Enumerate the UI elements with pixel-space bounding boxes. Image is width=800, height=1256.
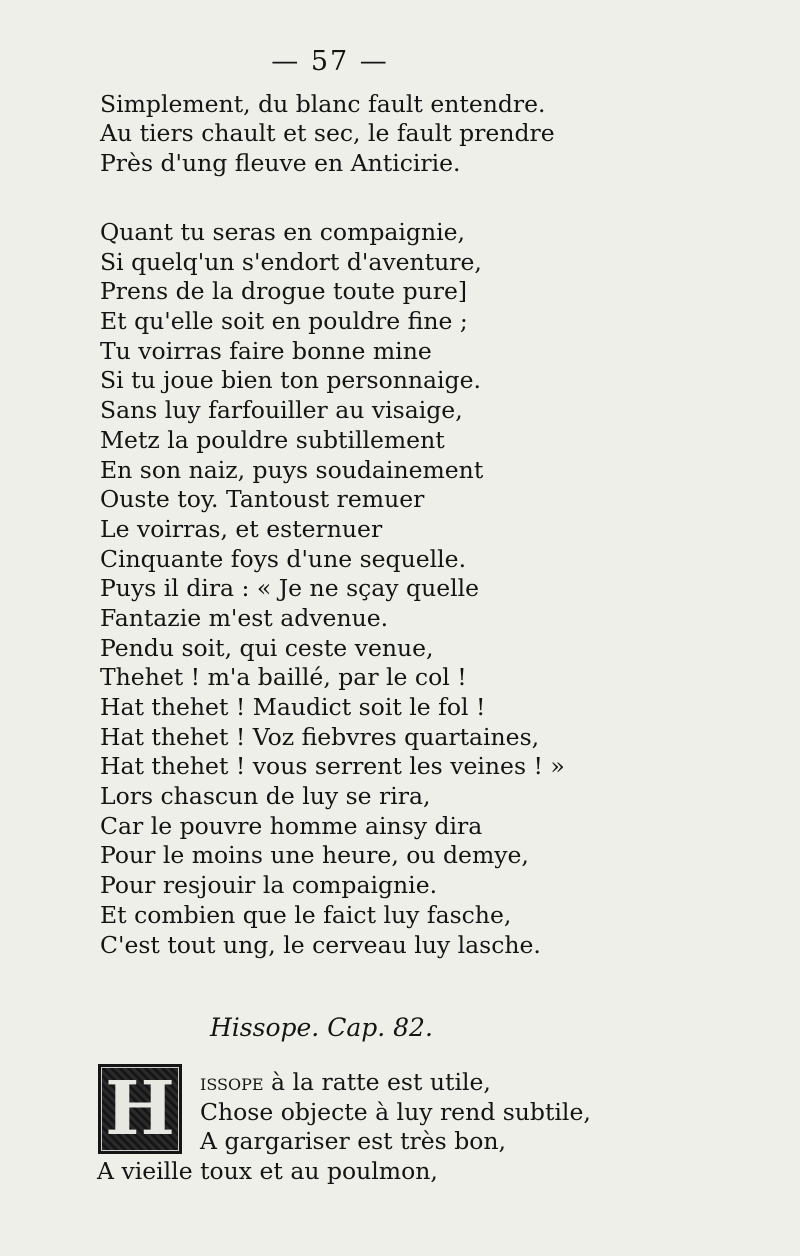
verse-line: Et combien que le faict luy fasche, <box>100 900 512 929</box>
verse-line: Lors chascun de luy se rira, <box>100 782 431 811</box>
verse-line <box>200 1068 591 1098</box>
stanza-2 <box>100 218 565 960</box>
page-number: — 57 — <box>271 46 389 77</box>
stanza-3-last-line <box>97 1157 438 1186</box>
verse-line: Au tiers chault et sec, le fault prendre <box>100 119 555 148</box>
verse-line: A vieille toux et au poulmon, <box>97 1157 438 1185</box>
verse-line: Si tu joue bien ton personnaige. <box>100 366 481 395</box>
stanza-1 <box>100 90 555 178</box>
verse-line: Ouste toy. Tantoust remuer <box>100 485 425 514</box>
verse-line: Le voirras, et esternuer <box>100 514 383 543</box>
verse-line: Si quelq'un s'endort d'aventure, <box>100 247 482 276</box>
first-line-rest: à la ratte est utile, <box>263 1068 491 1096</box>
verse-line: Chose objecte à luy rend subtile, <box>200 1097 591 1126</box>
verse-line: Puys il dira : « Je ne sçay quelle <box>100 574 480 603</box>
verse-line: Hat thehet ! vous serrent les veines ! » <box>100 752 565 781</box>
section-heading: Hissope. Cap. 82. <box>210 1013 433 1042</box>
verse-line: En son naiz, puys soudainement <box>100 455 484 484</box>
drop-cap-letter: H <box>105 1066 175 1152</box>
verse-line: C'est tout ung, le cerveau luy lasche. <box>100 930 541 959</box>
verse-line: Hat thehet ! Voz fiebvres quartaines, <box>100 722 540 751</box>
verse-line: Près d'ung fleuve en Anticirie. <box>100 148 461 177</box>
verse-line: Pendu soit, qui ceste venue, <box>100 633 434 662</box>
verse-line: Quant tu seras en compaignie, <box>100 218 465 246</box>
verse-line: Simplement, du blanc fault entendre. <box>100 90 546 118</box>
verse-line: Thehet ! m'a baillé, par le col ! <box>100 663 467 692</box>
verse-line: Fantazie m'est advenue. <box>100 603 389 632</box>
verse-line: Hat thehet ! Maudict soit le fol ! <box>100 693 486 721</box>
verse-line: Prens de la drogue toute pure] <box>100 277 468 306</box>
first-word-smallcaps: issope <box>200 1068 264 1096</box>
verse-line: Sans luy farfouiller au visaige, <box>100 396 463 425</box>
verse-line: Cinquante foys d'une sequelle. <box>100 544 467 573</box>
decorated-initial <box>98 1064 182 1154</box>
verse-line: Pour resjouir la compaignie. <box>100 871 438 900</box>
verse-line: A gargariser est très bon, <box>200 1127 506 1155</box>
stanza-3 <box>200 1068 591 1157</box>
verse-line: Car le pouvre homme ainsy dira <box>100 811 483 840</box>
verse-line: Et qu'elle soit en pouldre fine ; <box>100 307 468 336</box>
verse-line: Metz la pouldre subtillement <box>100 425 445 454</box>
verse-line: Pour le moins une heure, ou demye, <box>100 841 529 870</box>
verse-line: Tu voirras faire bonne mine <box>100 336 432 365</box>
